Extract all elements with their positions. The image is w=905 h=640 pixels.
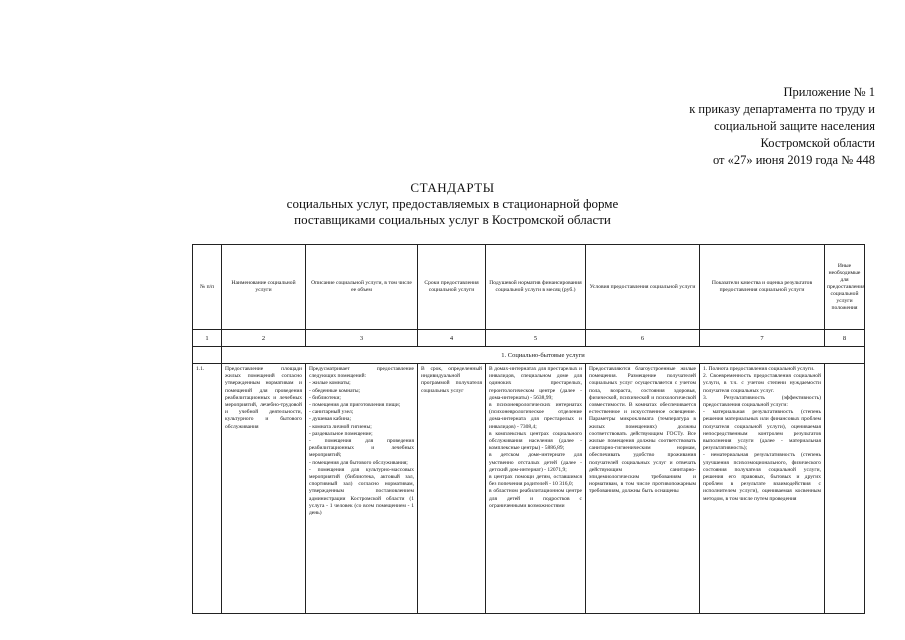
header-row bbox=[193, 245, 865, 330]
header-other: Иные необходимые для предоставления социальной услуги положения bbox=[825, 245, 865, 330]
column-number: 3 bbox=[306, 330, 418, 347]
service-term: В срок, определенный индивидуальной программой получателя социальных услуг bbox=[418, 364, 486, 614]
header-num: № п/п bbox=[193, 245, 222, 330]
appendix-line-5: от «27» июня 2019 года № 448 bbox=[712, 153, 875, 167]
service-norm bbox=[486, 364, 586, 614]
section-empty-cell bbox=[193, 347, 222, 364]
column-number: 5 bbox=[486, 330, 586, 347]
column-number: 7 bbox=[700, 330, 825, 347]
appendix-block bbox=[689, 84, 875, 169]
service-norm-text: В домах-интернатах для престарелых и инвалидов, специальном доме для одиноких престарелых, геронтологическом центре (далее - дома-интернаты) - 5638,99; в психоневрологических интернатах (психоневрологическое отделение дома-интерната для престарелых и инвалидов) - 7308,4; в комплексных центрах социального обслуживания населения (далее - комплексные центры) - 5886,89; в детском доме-интернате для умственно отсталых детей (далее - детский дом-интернат) - 12071,9; в центрах помощи детям, оставшимся без попечения родителей - 10 316,0; в областном реабилитационном центре для детей и подростков с ограниченными возможностями bbox=[489, 366, 582, 509]
header-description: Описание социальной услуги, в том числе ее объем bbox=[306, 245, 418, 330]
service-name: Предоставление площади жилых помещений согласно утвержденным нормативам и помещений для проведения реабилитационных и лечебных мероприятий, лечебно-трудовой и учебной деятельности, культурного и бытового обслуживания bbox=[222, 364, 306, 614]
standards-table bbox=[192, 244, 865, 614]
service-quality bbox=[700, 364, 825, 614]
column-number-row bbox=[193, 330, 865, 347]
row-number: 1.1. bbox=[193, 364, 222, 614]
title-line-3: поставщиками социальных услуг в Костромской области bbox=[294, 212, 611, 227]
section-row bbox=[193, 347, 865, 364]
header-term: Сроки предоставления социальной услуги bbox=[418, 245, 486, 330]
service-description bbox=[306, 364, 418, 614]
service-conditions: Предоставляются благоустроенные жилые помещения. Размещение получателей социальных услуг осуществляется с учетом пола, возраста, состояния здоровья, физической, психической и психологической совместимости. В комнатах обеспечивается естественное и искусственное освещение. Параметры микроклимата (температура в жилых помещениях) должны соответствовать действующим ГОСТу. Все жилые помещения должны соответствовать санитарно-гигиеническим нормам, обеспечивать удобство проживания получателей социальных услуг и отвечать действующим санитарно-эпидемиологическим требованиям и нормативам, в том числе противопожарным требованиям, должны быть оснащены bbox=[586, 364, 700, 614]
service-description-text: Предусматривает предоставление следующих помещений: - жилые комнаты; - обеденные комнаты; - библиотеки; - помещения для приготовления пищи; - санитарный узел; - душевая кабина; - комната личной гигиены; - раздевальное помещение; - помещения для проведения реабилитационных и лечебных мероприятий; - помещения для бытового обслуживания; - помещения для культурно-массовых мероприятий (библиотека, актовый зал, спортивный зал) согласно нормативам, утвержденным постановлением администрации Костромской области (1 услуга - 1 человек (со всем помещением - 1 день) bbox=[309, 366, 414, 517]
section-heading: 1. Социально-бытовые услуги bbox=[222, 347, 865, 364]
title-main: СТАНДАРТЫ bbox=[410, 180, 495, 195]
column-number: 4 bbox=[418, 330, 486, 347]
header-quality: Показатели качества и оценка результатов предоставления социальной услуги bbox=[700, 245, 825, 330]
appendix-line-4: Костромской области bbox=[760, 136, 875, 150]
title-line-2: социальных услуг, предоставляемых в стационарной форме bbox=[286, 196, 619, 211]
service-other bbox=[825, 364, 865, 614]
document-title bbox=[0, 180, 905, 228]
appendix-line-3: социальной защите населения bbox=[714, 119, 875, 133]
column-number: 6 bbox=[586, 330, 700, 347]
header-name: Наименование социальной услуги bbox=[222, 245, 306, 330]
appendix-line-1: Приложение № 1 bbox=[783, 85, 875, 99]
header-conditions: Условия предоставления социальной услуги bbox=[586, 245, 700, 330]
appendix-line-2: к приказу департамента по труду и bbox=[689, 102, 875, 116]
column-number: 8 bbox=[825, 330, 865, 347]
service-quality-text: 1. Полнота предоставления социальной услуги. 2. Своевременность предоставления социальной услуги, в т.ч. с учетом степени нуждаемости получателя социальных услуг. 3. Результативность (эффективность) предоставления социальной услуги: - материальная результативность (степень решения материальных или финансовых проблем получателя социальной услуги), оцениваемая непосредственным контролем результатов выполнения услуги (далее - материальная результативность); - нематериальная результативность (степень улучшения психоэмоционального, физического состояния получателя социальной услуги, решения его правовых, бытовых и других проблем в результате взаимодействия с исполнителем услуги), оцениваемая косвенным методом, в том числе путем проведения bbox=[703, 366, 821, 502]
table-row bbox=[193, 364, 865, 614]
column-number: 1 bbox=[193, 330, 222, 347]
column-number: 2 bbox=[222, 330, 306, 347]
header-norm: Подушевой норматив финансирования социальной услуги в месяц (руб.) bbox=[486, 245, 586, 330]
